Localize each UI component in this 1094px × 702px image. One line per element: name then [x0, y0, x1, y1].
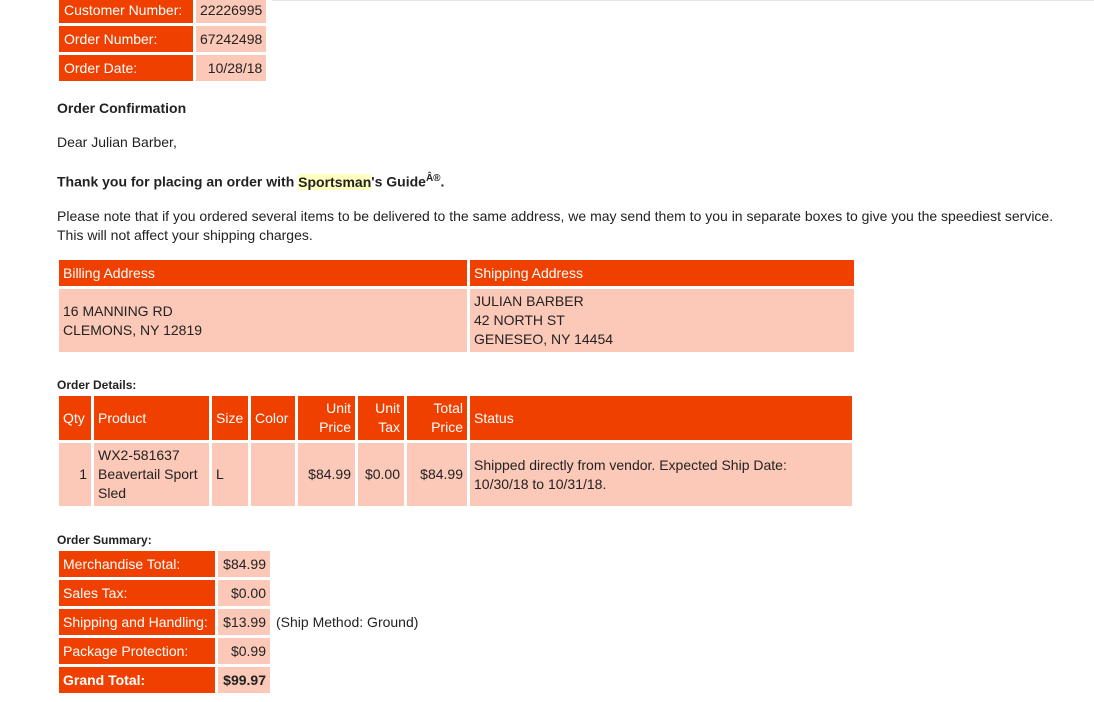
customer-number-value: 22226995 — [196, 0, 266, 23]
table-row — [59, 443, 852, 506]
sales-tax-note — [273, 580, 421, 606]
order-date-value: 10/28/18 — [196, 55, 266, 81]
grand-total-value: $99.97 — [218, 667, 270, 693]
grand-total-label: Grand Total: — [59, 667, 215, 693]
brand-highlight: Sportsman — [298, 173, 372, 190]
item-product-name: Sled — [98, 485, 127, 501]
order-info-table — [56, 0, 269, 84]
order-summary-table — [56, 548, 424, 696]
size-header: Size — [212, 396, 248, 440]
package-protection-value: $0.99 — [218, 638, 270, 664]
shipping-line: GENESEO, NY 14454 — [474, 331, 614, 347]
billing-address-header: Billing Address — [59, 260, 467, 286]
order-details-title: Order Details: — [57, 378, 137, 392]
item-size: L — [212, 443, 248, 506]
address-body-row — [59, 289, 854, 352]
summary-row-merchandise — [59, 551, 421, 577]
unit-price-header — [298, 396, 355, 440]
top-divider — [272, 0, 1094, 1]
unit-tax-header-line: Unit — [375, 400, 400, 416]
sales-tax-value: $0.00 — [218, 580, 270, 606]
confirmation-title: Order Confirmation — [57, 100, 187, 116]
shipping-line: 42 NORTH ST — [474, 312, 565, 328]
shipping-handling-value: $13.99 — [218, 609, 270, 635]
unit-price-header-line: Price — [319, 419, 351, 435]
ship-method-note: (Ship Method: Ground) — [276, 614, 419, 630]
order-date-label: Order Date: — [59, 55, 193, 81]
billing-address — [59, 289, 467, 352]
product-header: Product — [94, 396, 209, 440]
thanks-end: . — [440, 173, 445, 190]
shipping-handling-label: Shipping and Handling: — [59, 609, 215, 635]
package-protection-label: Package Protection: — [59, 638, 215, 664]
total-price-header-line: Price — [431, 419, 463, 435]
summary-row-grand-total — [59, 667, 421, 693]
item-product-code: WX2-581637 — [98, 447, 180, 463]
total-price-header — [407, 396, 467, 440]
merchandise-total-label: Merchandise Total: — [59, 551, 215, 577]
details-header-row — [59, 396, 852, 440]
registered-mark: Â® — [425, 173, 441, 184]
order-number-label: Order Number: — [59, 26, 193, 52]
greeting: Dear Julian Barber, — [57, 134, 177, 150]
grand-total-note — [273, 667, 421, 693]
summary-row-protection — [59, 638, 421, 664]
summary-row-shipping — [59, 609, 421, 635]
unit-price-header-line: Unit — [326, 400, 351, 416]
address-table — [56, 257, 857, 355]
summary-row-sales-tax — [59, 580, 421, 606]
status-header: Status — [470, 396, 852, 440]
item-color — [251, 443, 295, 506]
info-row-customer-number — [59, 0, 266, 23]
item-total-price: $84.99 — [407, 443, 467, 506]
total-price-header-line: Total — [433, 400, 463, 416]
order-summary-title: Order Summary: — [57, 533, 152, 547]
address-header-row — [59, 260, 854, 286]
merchandise-total-note — [273, 551, 421, 577]
thank-you-message — [57, 173, 444, 190]
info-row-order-number — [59, 26, 266, 52]
merchandise-total-value: $84.99 — [218, 551, 270, 577]
customer-number-label: Customer Number: — [59, 0, 193, 23]
info-row-order-date — [59, 55, 266, 81]
shipping-address-header: Shipping Address — [470, 260, 854, 286]
sales-tax-label: Sales Tax: — [59, 580, 215, 606]
item-product — [94, 443, 209, 506]
color-header: Color — [251, 396, 295, 440]
shipping-note: Please note that if you ordered several items to be delivered to the same address, we may send them to you in separate boxes to give you the speediest service. This will not affect your shipping charges. — [57, 208, 1054, 243]
package-protection-note — [273, 638, 421, 664]
thanks-suffix: 's Guide — [371, 173, 426, 190]
billing-line: CLEMONS, NY 12819 — [63, 321, 203, 338]
qty-header: Qty — [59, 396, 91, 440]
order-number-value: 67242498 — [196, 26, 266, 52]
item-unit-tax: $0.00 — [358, 443, 404, 506]
unit-tax-header-line: Tax — [378, 419, 400, 435]
item-status-line: 10/30/18 to 10/31/18. — [474, 475, 607, 492]
shipping-address — [470, 289, 854, 352]
order-details-table — [56, 393, 855, 509]
shipping-line: JULIAN BARBER — [474, 293, 584, 309]
item-product-name: Beavertail Sport — [98, 466, 198, 482]
item-status-line: Shipped directly from vendor. Expected Ship Date: — [474, 456, 787, 473]
unit-tax-header — [358, 396, 404, 440]
thanks-prefix: Thank you for placing an order with — [57, 173, 299, 190]
item-unit-price: $84.99 — [298, 443, 355, 506]
item-qty: 1 — [59, 443, 91, 506]
billing-line: 16 MANNING RD — [63, 302, 173, 319]
item-status — [470, 443, 852, 506]
